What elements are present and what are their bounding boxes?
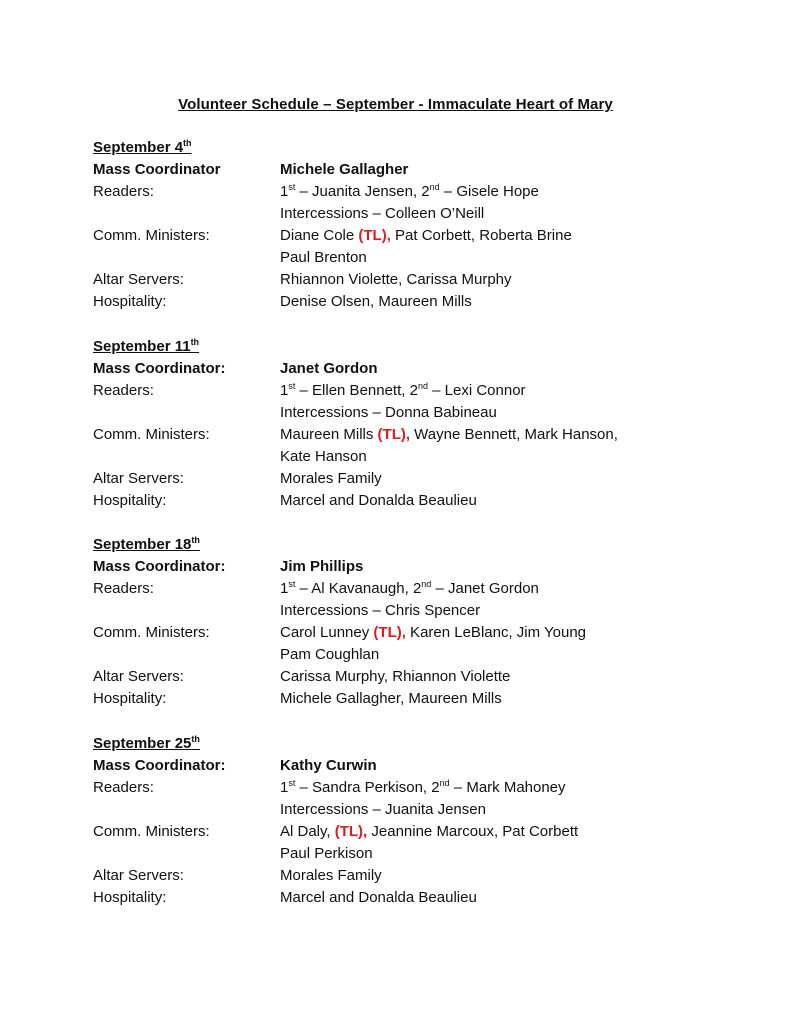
intercessions-line: Intercessions – Juanita Jensen (280, 801, 486, 818)
coordinator-label: Mass Coordinator: (93, 757, 226, 774)
altar-servers-names: Morales Family (280, 470, 382, 487)
hospitality-names: Marcel and Donalda Beaulieu (280, 492, 477, 509)
section-date-heading: September 25th (93, 734, 200, 752)
altar-servers-label: Altar Servers: (93, 470, 184, 487)
readers-line: 1st – Al Kavanaugh, 2nd – Janet Gordon (280, 579, 539, 597)
hospitality-names: Denise Olsen, Maureen Mills (280, 293, 472, 310)
altar-servers-label: Altar Servers: (93, 271, 184, 288)
page-title: Volunteer Schedule – September - Immaculate Heart of Mary (178, 96, 613, 113)
altar-servers-row (93, 468, 743, 490)
altar-servers-label: Altar Servers: (93, 668, 184, 685)
hospitality-row (93, 291, 743, 313)
schedule-section-sept-4 (93, 137, 743, 313)
coordinator-name: Kathy Curwin (280, 757, 377, 774)
hospitality-label: Hospitality: (93, 889, 167, 906)
coordinator-label: Mass Coordinator (93, 161, 221, 178)
comm-ministers-line-2: Pam Coughlan (280, 646, 380, 663)
hospitality-label: Hospitality: (93, 690, 167, 707)
schedule-section-sept-18 (93, 534, 743, 710)
section-date-heading: September 11th (93, 337, 200, 355)
team-leader-marker: (TL), (334, 823, 368, 840)
readers-row (93, 380, 743, 424)
hospitality-names: Marcel and Donalda Beaulieu (280, 889, 477, 906)
coordinator-row (93, 755, 743, 777)
comm-ministers-label: Comm. Ministers: (93, 227, 210, 244)
comm-ministers-line: Maureen Mills (TL), Wayne Bennett, Mark Hanson, (280, 426, 618, 443)
coordinator-row (93, 556, 743, 578)
comm-ministers-label: Comm. Ministers: (93, 426, 210, 443)
altar-servers-names: Rhiannon Violette, Carissa Murphy (280, 271, 512, 288)
hospitality-label: Hospitality: (93, 293, 167, 310)
readers-row (93, 578, 743, 622)
coordinator-name: Michele Gallagher (280, 161, 409, 178)
altar-servers-row (93, 865, 743, 887)
comm-ministers-line: Al Daly, (TL), Jeannine Marcoux, Pat Corbett (280, 823, 579, 840)
schedule-section-sept-25 (93, 733, 743, 909)
schedule-section-sept-11 (93, 336, 743, 512)
team-leader-marker: (TL), (373, 624, 406, 641)
altar-servers-label: Altar Servers: (93, 867, 184, 884)
coordinator-label: Mass Coordinator: (93, 558, 226, 575)
comm-ministers-line: Carol Lunney (TL), Karen LeBlanc, Jim Young (280, 624, 587, 641)
intercessions-line: Intercessions – Chris Spencer (280, 602, 481, 619)
altar-servers-row (93, 269, 743, 291)
coordinator-name: Janet Gordon (280, 360, 378, 377)
coordinator-row (93, 358, 743, 380)
comm-ministers-line-2: Kate Hanson (280, 448, 367, 465)
readers-label: Readers: (93, 779, 154, 796)
readers-line: 1st – Sandra Perkison, 2nd – Mark Mahoney (280, 778, 566, 796)
intercessions-line: Intercessions – Colleen O’Neill (280, 205, 485, 222)
comm-ministers-line-2: Paul Perkison (280, 845, 373, 862)
readers-line: 1st – Juanita Jensen, 2nd – Gisele Hope (280, 182, 539, 200)
readers-line: 1st – Ellen Bennett, 2nd – Lexi Connor (280, 381, 526, 399)
coordinator-name: Jim Phillips (280, 558, 364, 575)
comm-ministers-line: Diane Cole (TL), Pat Corbett, Roberta Brine (280, 227, 572, 244)
comm-ministers-row (93, 622, 743, 666)
readers-row (93, 777, 743, 821)
coordinator-row (93, 159, 743, 181)
comm-ministers-row (93, 225, 743, 269)
comm-ministers-row (93, 424, 743, 468)
section-date-heading: September 18th (93, 535, 200, 553)
comm-ministers-label: Comm. Ministers: (93, 624, 210, 641)
coordinator-label: Mass Coordinator: (93, 360, 226, 377)
readers-row (93, 181, 743, 225)
team-leader-marker: (TL), (377, 426, 411, 443)
readers-label: Readers: (93, 382, 154, 399)
altar-servers-row (93, 666, 743, 688)
intercessions-line: Intercessions – Donna Babineau (280, 404, 497, 421)
hospitality-row (93, 490, 743, 512)
hospitality-label: Hospitality: (93, 492, 167, 509)
altar-servers-names: Morales Family (280, 867, 382, 884)
section-date-heading: September 4th (93, 138, 192, 156)
comm-ministers-label: Comm. Ministers: (93, 823, 210, 840)
hospitality-names: Michele Gallagher, Maureen Mills (280, 690, 502, 707)
comm-ministers-row (93, 821, 743, 865)
team-leader-marker: (TL), (358, 227, 391, 244)
readers-label: Readers: (93, 183, 154, 200)
comm-ministers-line-2: Paul Brenton (280, 249, 367, 266)
hospitality-row (93, 887, 743, 909)
readers-label: Readers: (93, 580, 154, 597)
altar-servers-names: Carissa Murphy, Rhiannon Violette (280, 668, 511, 685)
hospitality-row (93, 688, 743, 710)
